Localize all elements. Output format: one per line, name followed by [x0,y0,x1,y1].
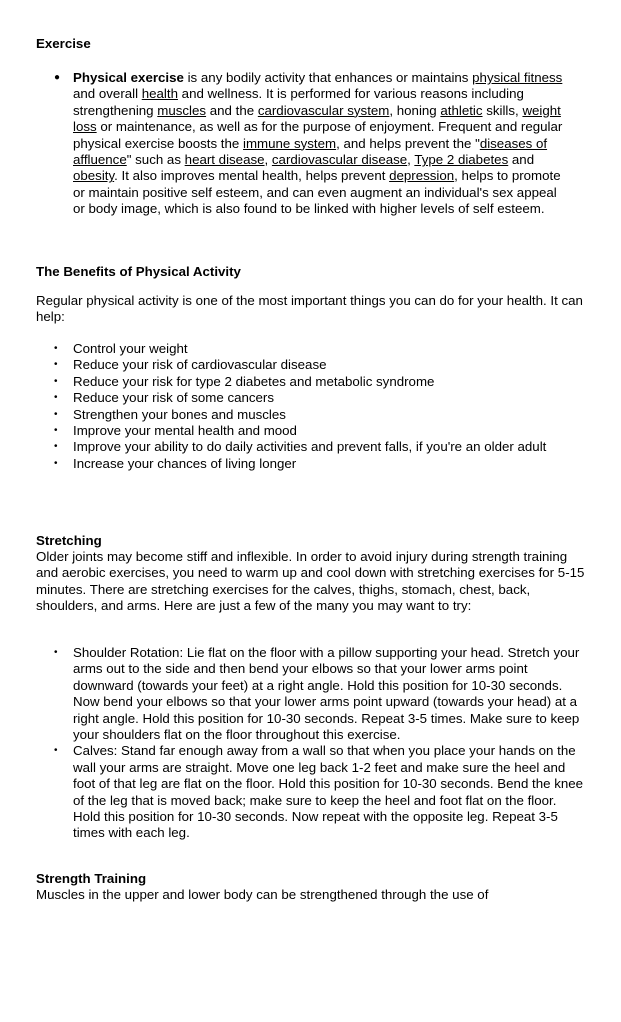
bullet-icon: • [54,359,58,371]
text-segment: , [264,152,272,168]
text-segment: is any bodily activity that enhances or maintains [183,70,473,85]
list-item-text: Reduce your risk of some cancers [73,390,275,406]
link-weight-loss[interactable]: weight loss [73,102,561,135]
list-item [36,357,596,373]
heading-benefits: The Benefits of Physical Activity [36,264,241,279]
link-heart-disease[interactable]: heart disease [184,152,265,168]
link-depression[interactable]: depression [389,168,455,184]
list-item [36,423,596,439]
stretching-intro: Older joints may become stiff and inflexible. In order to avoid injury during strength training and aerobic exercises, you need to warm up and cool down with stretching exercises for 5-15 minutes. There are stretching exercises for the calves, thighs, stomach, chest, back, shoulders, and arms. Here are just a few of the many you may want to try: [36,549,585,614]
link-physical-fitness[interactable]: physical fitness [472,70,563,85]
text-segment: " such as [126,152,185,168]
list-item-text: Increase your chances of living longer [73,455,297,471]
heading-strength-training: Strength Training [36,871,147,886]
strength-intro: Muscles in the upper and lower body can be strengthened through the use of [36,887,489,902]
stretching-list [36,645,586,842]
text-segment: or maintenance, as well as for the purpose of enjoyment. Frequent and regular physical exercise boosts the [73,119,563,151]
list-item [36,743,586,841]
text-segment: , helps to promote or maintain positive self esteem, and can even augment an individual's sex appeal or body image, which is also found to be linked with higher levels of self esteem. [73,168,561,217]
link-obesity[interactable]: obesity [73,168,115,184]
link-diseases-of-affluence[interactable]: diseases of affluence [73,135,548,168]
exercise-definition [73,70,562,216]
list-item-text: Strengthen your bones and muscles [73,406,286,422]
list-item-text: Improve your ability to do daily activities and prevent falls, if you're an older adult [73,439,547,455]
bullet-icon: • [54,441,58,453]
bullet-icon: ● [54,72,61,83]
text-segment: , [407,152,415,168]
text-segment: , and helps prevent the " [336,135,480,151]
link-muscles[interactable]: muscles [157,102,207,118]
list-item-text: Reduce your risk for type 2 diabetes and metabolic syndrome [73,373,435,389]
text-segment: and overall [73,86,142,102]
list-item [36,439,596,455]
bullet-icon: • [54,647,58,658]
list-item [36,456,596,472]
bullet-icon: • [54,457,58,469]
term-physical-exercise: Physical exercise [73,70,184,85]
list-item [36,645,586,743]
link-athletic[interactable]: athletic [440,102,483,118]
bullet-icon: • [54,375,58,387]
text-segment: and wellness. It is performed for various reasons including strengthening [73,86,524,118]
list-item-text: Reduce your risk of cardiovascular disease [73,357,327,373]
benefits-intro: Regular physical activity is one of the most important things you can do for your health. It can help: [36,293,583,325]
bullet-icon: • [54,343,58,354]
list-item-text: Shoulder Rotation: Lie flat on the floor with a pillow supporting your head. Stretch your arms out to the side and then bend your elbows so that your lower arms point downward (towards your feet) at a right angle. Hold this position for 10-30 seconds. Now bend your elbows so that your lower arms point upward (towards your head) at a right angle. Hold this position for 10-30 seconds. Repeat 3-5 times. Make sure to keep your shoulders flat on the floor throughout this exercise. [73,645,580,743]
link-type-2-diabetes[interactable]: Type 2 diabetes [414,152,509,168]
heading-stretching: Stretching [36,533,102,548]
text-segment: . It also improves mental health, helps prevent [114,168,390,184]
list-item-text: Control your weight [73,341,188,356]
text-segment: and [508,152,535,168]
link-immune-system[interactable]: immune system [243,135,337,151]
list-item [36,407,596,423]
text-segment: , honing [389,102,441,118]
text-segment: skills, [482,102,523,118]
list-item-text: Calves: Stand far enough away from a wall so that when you place your hands on the wall your arms are straight. Move one leg back 1-2 feet and make sure the heel and foot of that leg are flat on the floor. Hold this position for 10-30 seconds. Bend the knee of the leg that is moved back; make sure to keep the heel and foot flat on the floor. Hold this position for 10-30 seconds. Now repeat with the opposite leg. Repeat 3-5 times with each leg. [73,743,584,841]
link-cardiovascular-disease[interactable]: cardiovascular disease [271,152,408,168]
heading-exercise: Exercise [36,36,91,51]
bullet-icon: • [54,425,58,437]
bullet-icon: • [54,392,58,404]
list-item [36,341,596,357]
link-health[interactable]: health [141,86,178,102]
benefits-list [36,341,596,472]
list-item [36,70,571,218]
list-item-text: Improve your mental health and mood [73,423,297,439]
link-cardiovascular-system[interactable]: cardiovascular system [257,102,390,118]
list-item [36,390,596,406]
text-segment: and the [206,102,258,118]
bullet-icon: • [54,745,58,757]
exercise-list [36,70,571,218]
list-item [36,374,596,390]
bullet-icon: • [54,408,58,420]
